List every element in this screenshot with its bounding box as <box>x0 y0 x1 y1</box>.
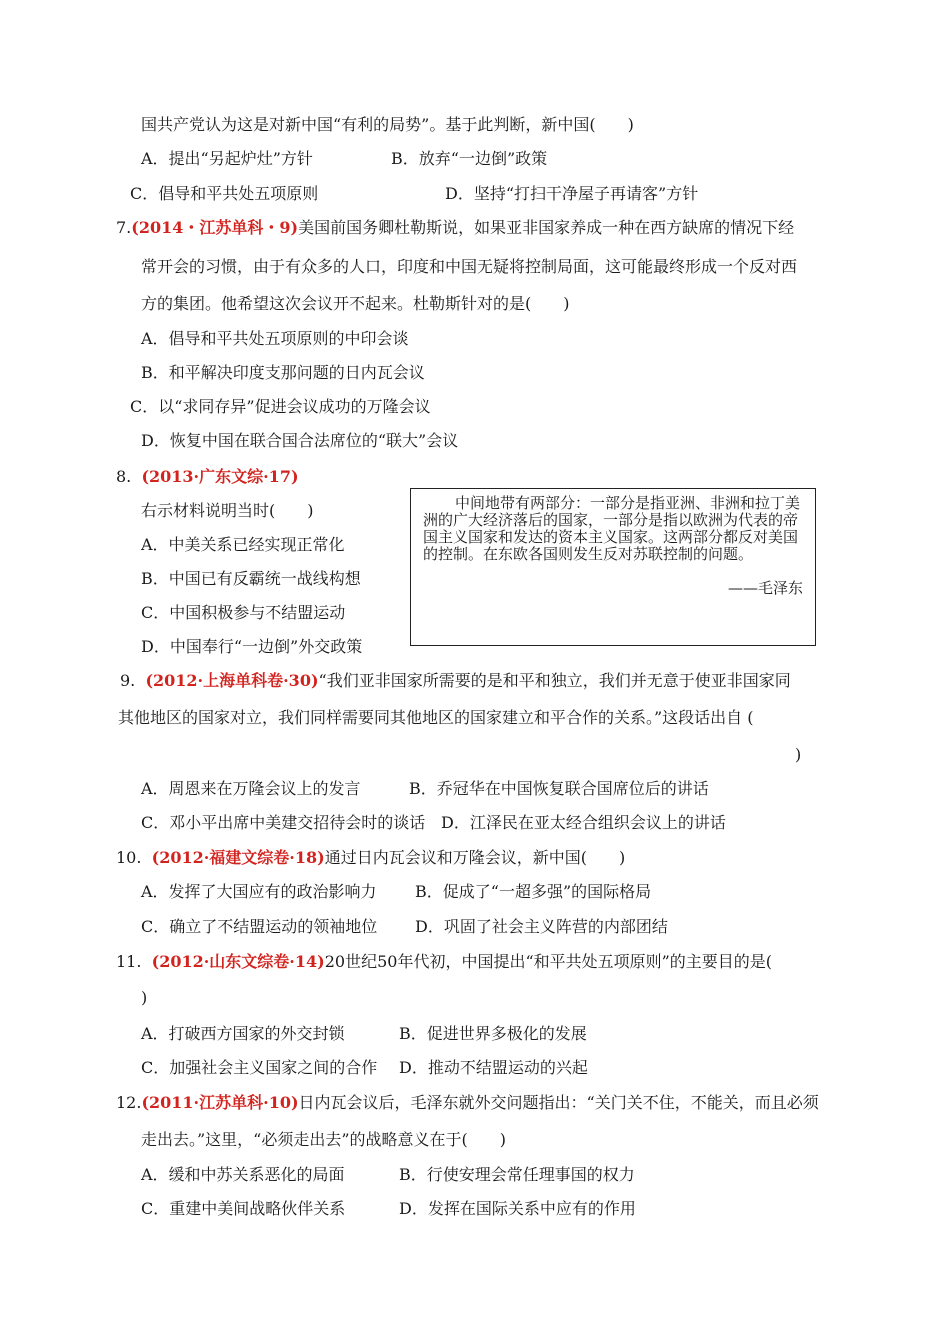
q6-option-c: C．倡导和平共处五项原则 <box>130 184 319 203</box>
question-number: 11. <box>116 952 142 971</box>
q8-option-c: C．中国积极参与不结盟运动 <box>141 603 346 622</box>
q8-option-d: D．中国奉行“一边倒”外交政策 <box>141 637 363 656</box>
material-quote: 中间地带有两部分：一部分是指亚洲、非洲和拉丁美洲的广大经济落后的国家，一部分是指以欧洲为代表的帝国主义国家和发达的资本主义国家。这两部分都反对美国的控制。在东欧各国则发生反对苏联控制的问题。 <box>423 494 801 563</box>
q7-line3: 方的集团。他希望这次会议开不起来。杜勒斯针对的是( ) <box>141 294 570 313</box>
q10-option-d: D．巩固了社会主义阵营的内部团结 <box>415 917 668 936</box>
q9-stem-1: “我们亚非国家所需要的是和平和独立，我们并无意于使亚非国家同 <box>318 671 791 690</box>
q10-option-b: B．促成了“一超多强”的国际格局 <box>415 882 652 901</box>
q7-line1 <box>116 218 794 238</box>
q8-option-b: B．中国已有反霸统一战线构想 <box>141 569 361 588</box>
question-number: 9. <box>120 671 136 690</box>
q6-option-d: D．坚持“打扫干净屋子再请客”方针 <box>445 184 699 203</box>
q12-option-c: C．重建中美间战略伙伴关系 <box>141 1199 346 1218</box>
q9-option-b: B．乔冠华在中国恢复联合国席位后的讲话 <box>409 779 709 798</box>
q12-line2: 走出去。”这里，“必须走出去”的战略意义在于( ) <box>141 1130 507 1149</box>
q6-stem-tail: 国共产党认为这是对新中国“有利的局势”。基于此判断，新中国( ) <box>141 115 634 134</box>
q9-option-d: D．江泽民在亚太经合组织会议上的讲话 <box>441 813 726 832</box>
q9-option-c: C．邓小平出席中美建交招待会时的谈话 <box>141 813 426 832</box>
question-source: (2013·广东文综·17) <box>141 467 299 486</box>
question-source: (2012·上海单科卷·30) <box>145 671 319 690</box>
q7-option-a: A．倡导和平共处五项原则的中印会谈 <box>141 329 409 348</box>
question-number: 12. <box>116 1093 142 1112</box>
q9-line1 <box>120 671 791 691</box>
question-number: 10. <box>116 848 142 867</box>
question-source: (2012·福建文综卷·18) <box>151 848 325 867</box>
q8-header <box>116 467 299 487</box>
q9-line3: ) <box>795 745 802 764</box>
question-source: (2012·山东文综卷·14) <box>151 952 325 971</box>
question-number: 7. <box>116 218 132 237</box>
q8-stem: 右示材料说明当时( ) <box>141 501 314 520</box>
q7-option-b: B．和平解决印度支那问题的日内瓦会议 <box>141 363 425 382</box>
question-source: (2011·江苏单科·10) <box>141 1093 299 1112</box>
q11-option-b: B．促进世界多极化的发展 <box>399 1024 587 1043</box>
q11-line2: ) <box>141 988 148 1007</box>
q7-line2: 常开会的习惯，由于有众多的人口，印度和中国无疑将控制局面，这可能最终形成一个反对西 <box>141 257 798 276</box>
q12-option-b: B．行使安理会常任理事国的权力 <box>399 1165 635 1184</box>
q10-option-c: C．确立了不结盟运动的领袖地位 <box>141 917 378 936</box>
q6-option-b: B．放弃“一边倒”政策 <box>391 149 548 168</box>
q10-stem: 通过日内瓦会议和万隆会议，新中国( ) <box>324 848 626 867</box>
q9-line2: 其他地区的国家对立，我们同样需要同其他地区的国家建立和平合作的关系。”这段话出自 ( <box>118 708 754 727</box>
q12-option-a: A．缓和中苏关系恶化的局面 <box>141 1165 345 1184</box>
q9-option-a: A．周恩来在万隆会议上的发言 <box>141 779 361 798</box>
q11-stem-1: 20世纪50年代初，中国提出“和平共处五项原则”的主要目的是( <box>324 952 773 971</box>
q11-option-a: A．打破西方国家的外交封锁 <box>141 1024 345 1043</box>
q7-option-c: C．以“求同存异”促进会议成功的万隆会议 <box>130 397 431 416</box>
q11-line1 <box>116 952 772 972</box>
question-source: (2014・江苏单科・9) <box>131 218 299 237</box>
q7-stem-1: 美国前国务卿杜勒斯说，如果亚非国家养成一种在西方缺席的情况下经 <box>298 218 795 237</box>
q10-line1 <box>116 848 625 868</box>
q12-option-d: D．发挥在国际关系中应有的作用 <box>399 1199 636 1218</box>
q11-option-c: C．加强社会主义国家之间的合作 <box>141 1058 378 1077</box>
q8-option-a: A．中美关系已经实现正常化 <box>141 535 345 554</box>
q6-option-a: A．提出“另起炉灶”方针 <box>141 149 313 168</box>
q12-stem-1: 日内瓦会议后，毛泽东就外交问题指出：“关门关不住，不能关，而且必须 <box>298 1093 819 1112</box>
q10-option-a: A．发挥了大国应有的政治影响力 <box>141 882 377 901</box>
q11-option-d: D．推动不结盟运动的兴起 <box>399 1058 588 1077</box>
material-box <box>410 488 816 646</box>
q12-line1 <box>116 1093 819 1113</box>
question-number: 8. <box>116 467 132 486</box>
q7-option-d: D．恢复中国在联合国合法席位的“联大”会议 <box>141 431 459 450</box>
material-signature: ——毛泽东 <box>727 579 803 597</box>
